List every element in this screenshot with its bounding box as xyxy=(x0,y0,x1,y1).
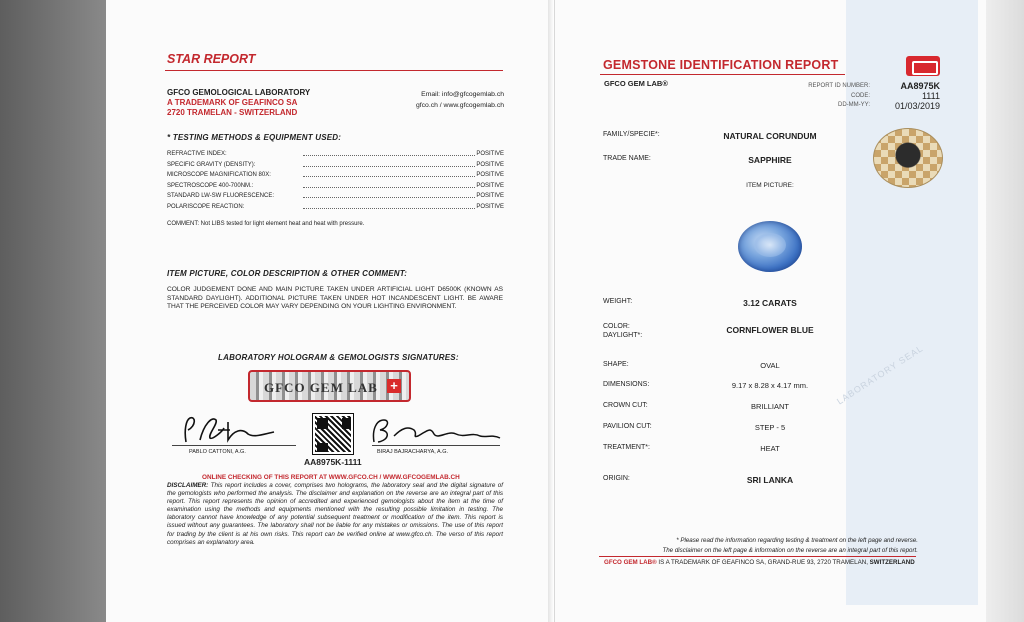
weight-label: WEIGHT: xyxy=(603,298,633,305)
signature-line xyxy=(372,445,500,446)
color-label-line-2: DAYLIGHT*: xyxy=(603,332,643,339)
laboratory-seal-icon xyxy=(873,128,943,188)
laboratory-seal-watermark: LABORATORY SEAL xyxy=(835,343,926,407)
test-result: POSITIVE xyxy=(476,203,504,210)
testing-methods-list xyxy=(167,149,504,213)
disclaimer-label: DISCLAIMER: xyxy=(167,482,209,489)
online-check-link[interactable]: ONLINE CHECKING OF THIS REPORT AT WWW.GFCO.CH / WWW.GFCOGEMLAB.CH xyxy=(202,474,460,481)
trade-name-value: SAPPHIRE xyxy=(748,155,792,165)
footnote-disclaimer: The disclaimer on the left page & information on the reverse are an integral part of this report. xyxy=(662,547,918,554)
shape-label: SHAPE: xyxy=(603,361,629,368)
trade-name-label: TRADE NAME: xyxy=(603,155,651,162)
background-right xyxy=(985,0,1024,622)
lab-brand: GFCO GEM LAB® xyxy=(604,79,668,88)
date-value: 01/03/2019 xyxy=(894,101,940,111)
hologram-text: GFCO GEM LAB xyxy=(264,380,378,395)
title-rule xyxy=(165,70,503,71)
date-label: DD-MM-YY: xyxy=(838,102,870,108)
family-value: NATURAL CORUNDUM xyxy=(723,131,817,141)
dimensions-value: 9.17 x 8.28 x 4.17 mm. xyxy=(731,381,809,390)
pavilion-cut-value: STEP - 5 xyxy=(754,423,786,432)
test-row xyxy=(167,160,504,171)
test-result: POSITIVE xyxy=(476,172,504,179)
signatory-2: BIRAJ BAJRACHARYA, A.G. xyxy=(377,449,449,455)
swiss-flag-icon: + xyxy=(387,379,401,393)
test-result: POSITIVE xyxy=(476,151,504,157)
test-row xyxy=(167,202,504,213)
test-label: REFRACTIVE INDEX: xyxy=(167,151,227,157)
sapphire-gem-image xyxy=(738,221,802,272)
gfco-logo-icon xyxy=(906,56,940,76)
treatment-label: TREATMENT*: xyxy=(603,444,650,451)
signature-line xyxy=(172,445,296,446)
color-label xyxy=(603,322,642,340)
test-result: POSITIVE xyxy=(476,182,504,189)
test-label: SPECTROSCOPE 400-700NM.: xyxy=(167,182,254,189)
report-id-label: REPORT ID NUMBER: xyxy=(808,83,870,89)
qr-code-icon[interactable] xyxy=(313,414,353,454)
title-rule xyxy=(600,74,845,75)
lab-identity xyxy=(167,88,310,118)
disclaimer-text: This report includes a cover, comprises two holograms, the laboratory seal and the digital signature of the gemologists who performed the analysis. The disclaimer and explanation on the reverse are an integral part of this report. This report represents the opinion of accredited and experienced gemologists about the item at the time of examination using the methods and equipments mentioned with the resulting possible limitation in testing. The laboratory cannot have knowledge of any potential subsequent treatment or modification of the item. This report is issued without any guarantees. The laboratory shall not be liable for any mistakes or omissions. The use of this report for trading by the client is at his own risks. This report can be verified online at www.gfco.ch. The verso of this report comprises an explanatory area. xyxy=(167,482,503,546)
footer-rule xyxy=(599,556,916,557)
origin-label: ORIGIN: xyxy=(603,475,630,482)
item-picture-label: ITEM PICTURE: xyxy=(746,182,794,189)
lab-contact xyxy=(404,89,504,111)
color-label-line-1: COLOR: xyxy=(603,323,630,330)
item-picture-heading: ITEM PICTURE, COLOR DESCRIPTION & OTHER COMMENT: xyxy=(167,269,408,278)
test-result: POSITIVE xyxy=(476,161,504,168)
lab-email: Email: info@gfcogemlab.ch xyxy=(421,91,504,98)
footnote-testing: * Please read the information regarding testing & treatment on the left page and reverse. xyxy=(676,537,918,544)
report-code: AA8975K-1111 xyxy=(304,457,362,467)
test-label: POLARISCOPE REACTION: xyxy=(167,203,245,210)
color-description: COLOR JUDGEMENT DONE AND MAIN PICTURE TAKEN UNDER ARTIFICIAL LIGHT D6500K (KNOWN AS STANDARD DAYLIGHT). ADDITIONAL PICTURE TAKEN UNDER HOT INCANDESCENT LIGHT. BE AWARE THAT THE PERCEIVED COLOR MAY VARY DEPENDING ON YOUR LIGHTING ENVIRONMENT. xyxy=(167,286,503,310)
signature-cattoni-icon xyxy=(178,412,278,448)
test-label: STANDARD LW-SW FLUORESCENCE: xyxy=(167,193,275,200)
disclaimer xyxy=(167,482,503,547)
star-report-title: STAR REPORT xyxy=(167,52,256,66)
footer-brand: GFCO GEM LAB® xyxy=(604,559,657,566)
signatory-1: PABLO CATTONI, A.G. xyxy=(189,449,246,455)
dimensions-label: DIMENSIONS: xyxy=(603,381,650,388)
code-value: 1111 xyxy=(921,91,940,101)
crown-cut-label: CROWN CUT: xyxy=(603,402,648,409)
signature-bajracharya-icon xyxy=(368,414,504,448)
testing-comment: COMMENT: Not LIBS tested for light element heat and heat with pressure. xyxy=(167,221,365,227)
hologram-heading: LABORATORY HOLOGRAM & GEMOLOGISTS SIGNATURES: xyxy=(218,353,459,362)
lab-address: 2720 TRAMELAN - SWITZERLAND xyxy=(167,108,298,117)
test-label: SPECIFIC GRAVITY (DENSITY): xyxy=(167,161,256,168)
report-id-value: AA8975K xyxy=(900,81,940,91)
test-result: POSITIVE xyxy=(476,193,504,200)
code-label: CODE: xyxy=(850,93,870,99)
shape-value: OVAL xyxy=(760,361,780,370)
footer-country: SWITZERLAND xyxy=(869,559,915,566)
lab-name: GFCO GEMOLOGICAL LABORATORY xyxy=(167,88,311,97)
lab-web: gfco.ch / www.gfcogemlab.ch xyxy=(415,102,504,109)
family-label: FAMILY/SPECIE*: xyxy=(603,131,660,138)
weight-value: 3.12 CARATS xyxy=(743,298,797,308)
lab-hologram xyxy=(248,370,411,402)
test-label: MICROSCOPE MAGNIFICATION 80X: xyxy=(167,172,271,179)
color-value: CORNFLOWER BLUE xyxy=(726,325,814,335)
gemstone-report-title: GEMSTONE IDENTIFICATION REPORT xyxy=(603,58,839,72)
test-row xyxy=(167,181,504,192)
pavilion-cut-label: PAVILION CUT: xyxy=(603,423,652,430)
background-left xyxy=(0,0,108,622)
test-row xyxy=(167,191,504,202)
lab-trademark: A TRADEMARK OF GEAFINCO SA xyxy=(167,98,298,107)
testing-methods-heading: * TESTING METHODS & EQUIPMENT USED: xyxy=(167,133,342,142)
footer-trademark xyxy=(604,559,915,566)
test-row xyxy=(167,170,504,181)
origin-value: SRI LANKA xyxy=(746,475,794,485)
treatment-value: HEAT xyxy=(760,444,780,453)
test-row xyxy=(167,149,504,160)
footer-text: IS A TRADEMARK OF GEAFINCO SA, GRAND-RUE 93, 2720 TRAMELAN, xyxy=(656,559,870,566)
crown-cut-value: BRILLIANT xyxy=(751,402,789,411)
